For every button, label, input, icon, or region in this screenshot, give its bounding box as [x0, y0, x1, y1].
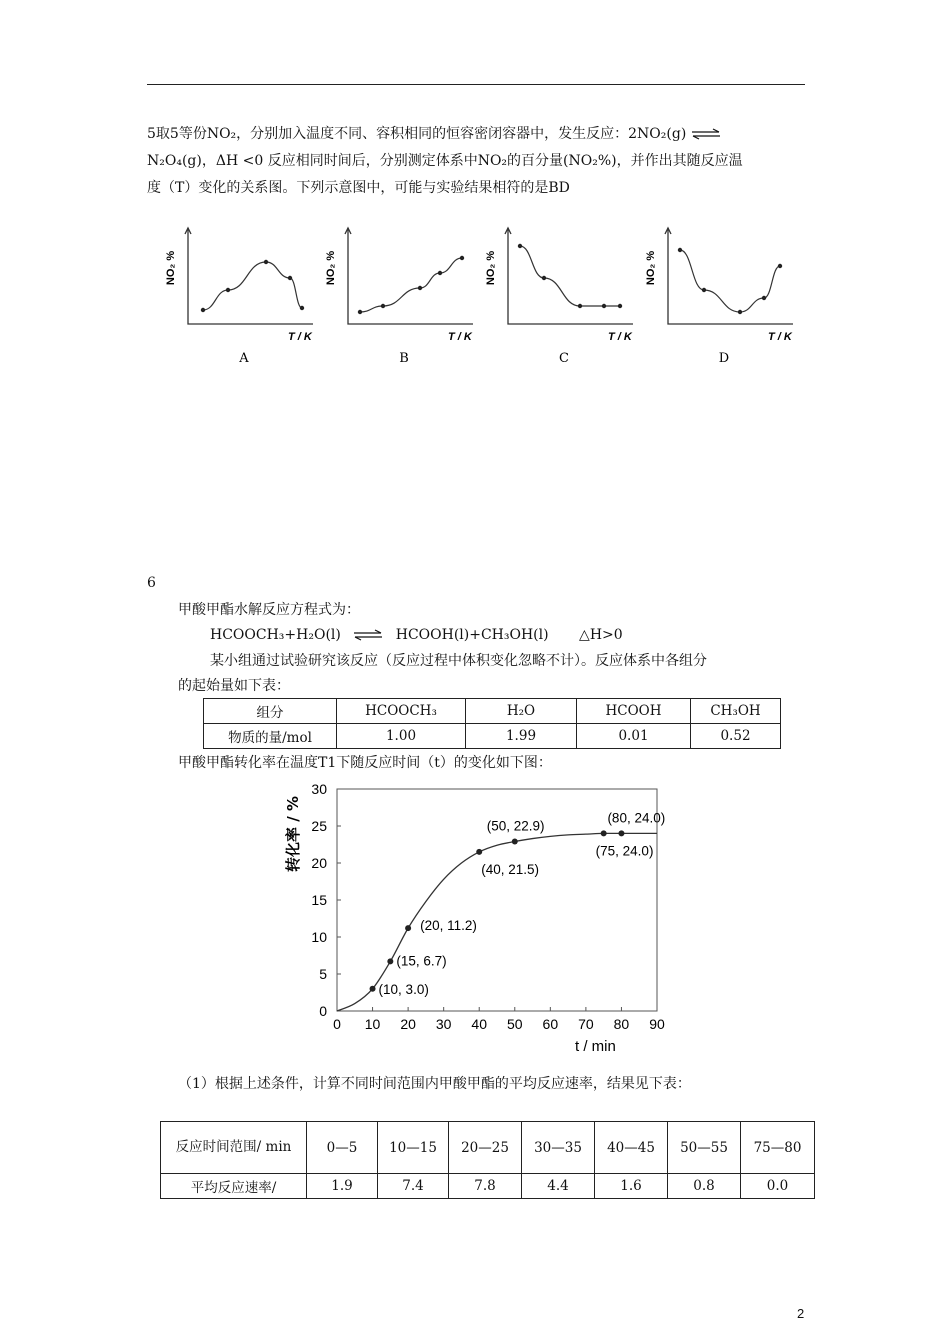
mini-point	[300, 306, 304, 310]
mini-point	[518, 244, 522, 248]
equation-right: HCOOH(l)+CH₃OH(l)	[395, 627, 549, 643]
header-rule	[147, 84, 805, 85]
mini-graph-label: B	[399, 351, 409, 366]
y-tick-label: 25	[311, 818, 327, 834]
q5-line-2: N₂O₄(g)，ΔH <0 反应相同时间后，分别测定体系中NO₂的百分量(NO₂%)，并作出其随反应温	[147, 153, 743, 169]
mini-point	[618, 304, 622, 308]
table-cell: H₂O	[466, 699, 577, 724]
x-tick-label: 50	[506, 1016, 523, 1032]
table-row	[161, 1174, 815, 1199]
table-cell: 7.4	[378, 1174, 449, 1199]
q6-para-2: 的起始量如下表：	[178, 678, 290, 694]
table-cell: 1.6	[595, 1174, 668, 1199]
mini-xlabel: T / K	[768, 331, 792, 343]
mini-point	[264, 260, 268, 264]
table-cell: 30—35	[522, 1122, 595, 1174]
mini-point	[702, 288, 706, 292]
table-cell: 0—5	[307, 1122, 378, 1174]
q5-line-1-text: 5取5等份NO₂，分别加入温度不同、容积相同的恒容密闭容器中，发生反应：2NO₂(g)	[147, 126, 687, 142]
conversion-chart-svg	[270, 775, 680, 1055]
x-tick-label: 40	[471, 1016, 488, 1032]
table-cell: 1.00	[337, 724, 466, 749]
data-point	[601, 830, 607, 836]
mini-point	[542, 276, 546, 280]
table-cell: HCOOCH₃	[337, 699, 466, 724]
y-tick-label: 0	[319, 1003, 327, 1019]
table-row	[161, 1122, 815, 1174]
data-point	[405, 925, 411, 931]
mini-point	[438, 271, 442, 275]
chart-intro: 甲酸甲酯转化率在温度T1下随反应时间（t）的变化如下图：	[178, 755, 552, 771]
table-cell: 75—80	[741, 1122, 815, 1174]
q6-equation	[210, 622, 623, 649]
mini-point	[778, 264, 782, 268]
data-label: (80, 24.0)	[607, 810, 666, 826]
data-point	[370, 986, 376, 992]
data-label: (50, 22.9)	[486, 818, 545, 834]
mini-graph-D	[645, 228, 793, 366]
table-cell: HCOOH	[577, 699, 691, 724]
q5-graphs	[160, 220, 800, 370]
q6-part-1: （1）根据上述条件，计算不同时间范围内甲酸甲酯的平均反应速率，结果见下表：	[178, 1076, 691, 1092]
q5-line-1	[147, 121, 721, 148]
x-tick-label: 90	[649, 1016, 665, 1032]
q6-intro: 甲酸甲酯水解反应方程式为：	[178, 602, 360, 618]
mini-xlabel: T / K	[608, 331, 632, 343]
table-cell: 50—55	[668, 1122, 741, 1174]
mini-point	[738, 310, 742, 314]
q5-graphs-svg	[160, 220, 800, 370]
table-cell: 40—45	[595, 1122, 668, 1174]
mini-axes	[348, 228, 473, 324]
y-axis-label: 转化率 / %	[284, 796, 302, 872]
mini-point	[762, 296, 766, 300]
mini-graph-A	[165, 228, 313, 366]
x-tick-label: 80	[613, 1016, 630, 1032]
data-label: (15, 6.7)	[396, 953, 447, 969]
y-tick-label: 15	[311, 892, 327, 908]
mini-graph-label: C	[559, 351, 569, 366]
y-tick-label: 30	[311, 781, 327, 797]
table-cell: CH₃OH	[691, 699, 781, 724]
mini-graph-C	[485, 228, 633, 366]
x-tick-label: 0	[333, 1016, 341, 1032]
mini-point	[460, 256, 464, 260]
data-label: (10, 3.0)	[378, 981, 429, 997]
table-cell: 0.0	[741, 1174, 815, 1199]
page-number: 2	[797, 1306, 805, 1321]
mini-curve	[360, 258, 462, 312]
rate-table	[160, 1121, 815, 1199]
mini-xlabel: T / K	[448, 331, 472, 343]
mini-curve	[680, 250, 780, 312]
mini-graph-label: D	[718, 351, 730, 366]
data-point	[512, 839, 518, 845]
table-cell: 1.9	[307, 1174, 378, 1199]
table-cell: 0.8	[668, 1174, 741, 1199]
mini-axes	[508, 228, 633, 324]
mini-graph-B	[325, 228, 473, 366]
x-tick-label: 10	[364, 1016, 381, 1032]
equation-delta-h: △H>0	[579, 627, 623, 643]
x-tick-label: 30	[435, 1016, 452, 1032]
mini-ylabel: NO₂ %	[165, 250, 177, 286]
x-tick-label: 60	[542, 1016, 559, 1032]
table-cell: 1.99	[466, 724, 577, 749]
table-cell: 0.52	[691, 724, 781, 749]
table-cell: 10—15	[378, 1122, 449, 1174]
mini-point	[678, 248, 682, 252]
initial-amount-table	[203, 698, 781, 749]
data-label: (20, 11.2)	[420, 918, 477, 934]
y-tick-label: 20	[311, 855, 327, 871]
equilibrium-arrow-icon	[691, 128, 721, 140]
table-row	[204, 699, 781, 724]
mini-point	[288, 276, 292, 280]
x-axis-label: t / min	[575, 1038, 616, 1055]
mini-graph-label: A	[239, 351, 249, 366]
mini-point	[358, 310, 362, 314]
table-cell: 20—25	[449, 1122, 522, 1174]
table-cell: 7.8	[449, 1174, 522, 1199]
data-point	[476, 849, 482, 855]
mini-curve	[520, 246, 620, 306]
table-cell: 4.4	[522, 1174, 595, 1199]
mini-point	[201, 308, 205, 312]
table-cell: 平均反应速率/	[161, 1174, 307, 1199]
table-cell: 物质的量/mol	[204, 724, 337, 749]
mini-point	[226, 288, 230, 292]
data-label: (75, 24.0)	[595, 843, 654, 859]
y-tick-label: 5	[319, 966, 327, 982]
mini-ylabel: NO₂ %	[485, 250, 497, 286]
data-label: (40, 21.5)	[481, 861, 540, 877]
data-point	[387, 958, 393, 964]
x-tick-label: 70	[578, 1016, 594, 1032]
mini-ylabel: NO₂ %	[325, 250, 337, 286]
q6-para-1: 某小组通过试验研究该反应（反应过程中体积变化忽略不计）。反应体系中各组分	[210, 653, 707, 669]
mini-point	[602, 304, 606, 308]
mini-curve	[203, 262, 302, 310]
equation-left: HCOOCH₃+H₂O(l)	[210, 627, 341, 643]
q6-number: 6	[147, 575, 156, 591]
table-cell: 组分	[204, 699, 337, 724]
data-point	[618, 830, 624, 836]
mini-xlabel: T / K	[288, 331, 312, 343]
table-row	[204, 724, 781, 749]
mini-point	[418, 286, 422, 290]
mini-point	[578, 304, 582, 308]
mini-point	[381, 304, 385, 308]
q5-line-3: 度（T）变化的关系图。下列示意图中，可能与实验结果相符的是BD	[147, 180, 570, 196]
table-cell: 0.01	[577, 724, 691, 749]
equilibrium-arrow-icon	[353, 629, 383, 641]
x-tick-label: 20	[400, 1016, 416, 1032]
table-cell: 反应时间范围/ min	[161, 1122, 307, 1174]
conversion-chart	[270, 775, 680, 1055]
mini-ylabel: NO₂ %	[645, 250, 657, 286]
y-tick-label: 10	[311, 929, 327, 945]
